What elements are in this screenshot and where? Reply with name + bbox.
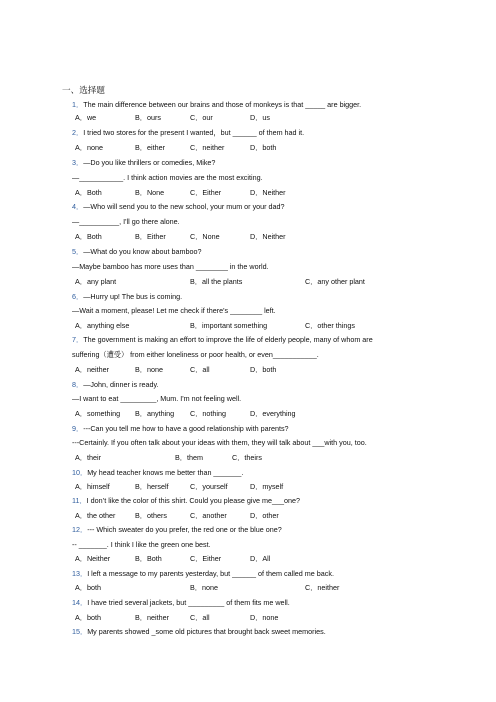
question-number: 12． — [72, 525, 88, 534]
question-11-option-D: D．other — [250, 511, 279, 520]
question-number: 15． — [72, 627, 88, 636]
question-10-option-A: A．himself — [75, 482, 110, 491]
question-text: —Hurry up! The bus is coming. — [83, 292, 183, 301]
question-text: —__________, I'll go there alone. — [72, 217, 180, 226]
question-14-line-1 — [72, 598, 290, 607]
question-7-option-A: A．neither — [75, 365, 109, 374]
question-3-option-D: D．Neither — [250, 188, 286, 197]
question-9-line-2 — [72, 438, 367, 447]
question-13-option-C: C．neither — [305, 583, 340, 592]
question-text: —What do you know about bamboo? — [83, 247, 202, 256]
question-text: My head teacher knows me better than _______. — [87, 468, 244, 477]
question-number: 5． — [72, 247, 84, 256]
question-text: —___________. I think action movies are the most exciting. — [72, 173, 263, 182]
question-12-option-D: D．All — [250, 554, 271, 563]
question-text: The government is making an effort to improve the life of elderly people, many of whom are — [83, 335, 373, 344]
question-number: 11． — [72, 496, 87, 505]
question-text: --- Which sweater do you prefer, the red one or the blue one? — [87, 525, 282, 534]
question-text: The main difference between our brains and those of monkeys is that _____ are bigger. — [83, 100, 362, 109]
question-7-option-C: C．all — [190, 365, 210, 374]
question-3-option-B: B．None — [135, 188, 165, 197]
question-text: I have tried several jackets, but _________ of them fits me well. — [87, 598, 290, 607]
question-text: -- _______. I think I like the green one best. — [72, 540, 211, 549]
question-5-option-B: B．all the plants — [190, 277, 243, 286]
question-text: —John, dinner is ready. — [83, 380, 159, 389]
question-text: —Maybe bamboo has more uses than ________ in the world. — [72, 262, 269, 271]
question-3-line-2 — [72, 173, 263, 182]
question-13-line-1 — [72, 569, 334, 578]
question-9-line-1 — [72, 424, 289, 433]
question-6-line-2 — [72, 306, 276, 315]
question-number: 14． — [72, 598, 88, 607]
question-number: 8． — [72, 380, 84, 389]
question-text: ---Can you tell me how to have a good relationship with parents? — [83, 424, 289, 433]
question-8-option-C: C．nothing — [190, 409, 226, 418]
question-text: —Wait a moment, please! Let me check if there's ________ left. — [72, 306, 276, 315]
section-title: 一、选择题 — [62, 85, 105, 95]
question-8-line-2 — [72, 394, 241, 403]
question-12-option-C: C．Either — [190, 554, 222, 563]
question-4-option-A: A．Both — [75, 232, 102, 241]
question-3-option-C: C．Either — [190, 188, 222, 197]
question-7-line-2 — [72, 350, 319, 359]
question-text: ---Certainly. If you often talk about your ideas with them, they will talk about ___with you, too. — [72, 438, 367, 447]
question-14-option-B: B．neither — [135, 613, 169, 622]
question-text: I don’t like the color of this shirt. Could you please give me___one? — [86, 496, 301, 505]
question-text: I left a message to my parents yesterday, but ______ of them called me back. — [87, 569, 334, 578]
question-text: —I want to eat _________, Mum. I'm not feeling well. — [72, 394, 242, 403]
question-number: 9． — [72, 424, 84, 433]
question-10-line-1 — [72, 468, 243, 477]
question-3-line-1 — [72, 158, 215, 167]
question-12-option-A: A．Neither — [75, 554, 111, 563]
question-number: 13． — [72, 569, 88, 578]
question-9-option-C: C．theirs — [232, 453, 262, 462]
question-4-option-C: C．None — [190, 232, 220, 241]
question-9-option-B: B．them — [175, 453, 203, 462]
question-14-option-D: D．none — [250, 613, 279, 622]
question-1-line-1 — [72, 100, 361, 109]
question-14-option-C: C．all — [190, 613, 210, 622]
question-1-option-D: D．us — [250, 113, 270, 122]
question-2-option-A: A．none — [75, 143, 103, 152]
question-5-option-C: C．any other plant — [305, 277, 365, 286]
question-2-option-D: D．both — [250, 143, 277, 152]
question-6-option-B: B．important something — [190, 321, 268, 330]
question-number: 4． — [72, 202, 84, 211]
question-4-line-1 — [72, 202, 285, 211]
question-text: I tried two stores for the present I wanted，but ______ of them had it. — [83, 128, 305, 137]
question-2-option-C: C．neither — [190, 143, 225, 152]
question-15-line-1 — [72, 627, 326, 636]
question-4-option-B: B．Either — [135, 232, 166, 241]
question-number: 7． — [72, 335, 84, 344]
question-2-option-B: B．either — [135, 143, 165, 152]
question-7-option-B: B．none — [135, 365, 163, 374]
question-5-line-2 — [72, 262, 269, 271]
question-11-option-B: B．others — [135, 511, 167, 520]
question-10-option-B: B．herself — [135, 482, 169, 491]
question-8-option-A: A．something — [75, 409, 121, 418]
question-1-option-B: B．ours — [135, 113, 161, 122]
question-14-option-A: A．both — [75, 613, 101, 622]
question-13-option-A: A．both — [75, 583, 101, 592]
question-13-option-B: B．none — [190, 583, 218, 592]
question-1-option-A: A．we — [75, 113, 97, 122]
question-11-option-A: A．the other — [75, 511, 116, 520]
question-4-option-D: D．Neither — [250, 232, 286, 241]
question-text: —Who will send you to the new school, your mum or your dad? — [83, 202, 285, 211]
question-5-option-A: A．any plant — [75, 277, 117, 286]
question-12-line-1 — [72, 525, 282, 534]
question-number: 10． — [72, 468, 88, 477]
question-text: My parents showed _some old pictures that brought back sweet memories. — [87, 627, 326, 636]
question-12-line-2 — [72, 540, 211, 549]
question-number: 6． — [72, 292, 84, 301]
question-number: 1． — [72, 100, 84, 109]
question-8-option-B: B．anything — [135, 409, 175, 418]
question-number: 3． — [72, 158, 84, 167]
question-4-line-2 — [72, 217, 180, 226]
question-10-option-C: C．yourself — [190, 482, 228, 491]
question-1-option-C: C．our — [190, 113, 213, 122]
question-12-option-B: B．Both — [135, 554, 162, 563]
question-5-line-1 — [72, 247, 201, 256]
question-7-line-1 — [72, 335, 373, 344]
question-11-option-C: C．another — [190, 511, 227, 520]
question-number: 2． — [72, 128, 84, 137]
question-7-option-D: D．both — [250, 365, 277, 374]
question-3-option-A: A．Both — [75, 188, 102, 197]
question-text: —Do you like thrillers or comedies, Mike? — [83, 158, 216, 167]
question-6-option-C: C．other things — [305, 321, 355, 330]
question-6-line-1 — [72, 292, 182, 301]
question-9-option-A: A．their — [75, 453, 101, 462]
question-8-option-D: D．everything — [250, 409, 296, 418]
question-10-option-D: D．myself — [250, 482, 284, 491]
question-2-line-1 — [72, 128, 304, 137]
question-text: suffering（遭受） from either loneliness or poor health, or even___________. — [72, 350, 319, 359]
question-6-option-A: A．anything else — [75, 321, 130, 330]
question-8-line-1 — [72, 380, 159, 389]
question-11-line-1 — [72, 496, 300, 505]
